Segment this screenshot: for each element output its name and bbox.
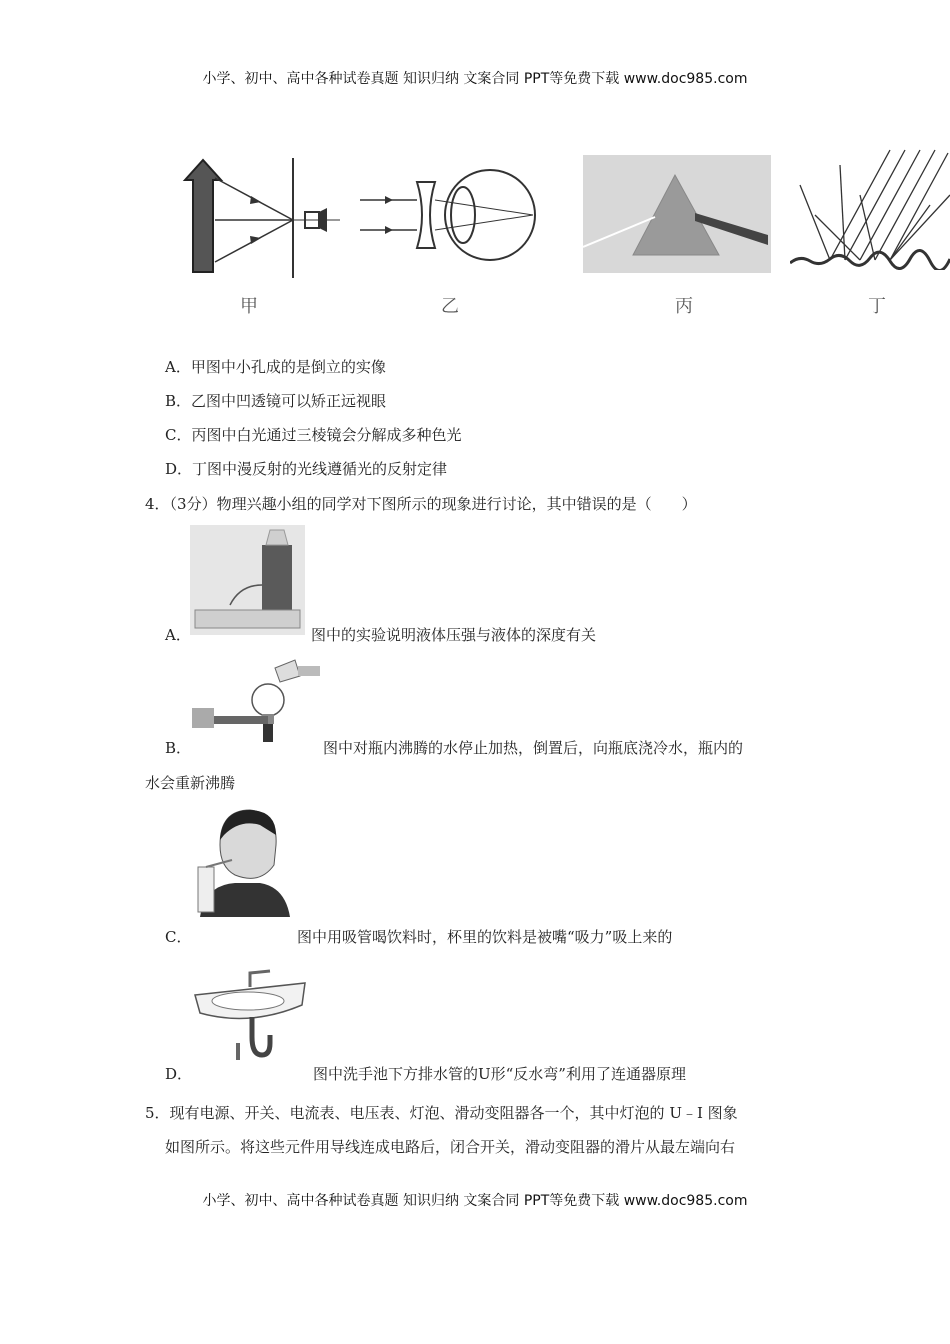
q4-b-flask-image [190, 658, 320, 743]
q3-option-b: B．乙图中凹透镜可以矫正远视眼 [165, 392, 387, 410]
page-footer: 小学、初中、高中各种试卷真题 知识归纳 文案合同 PPT等免费下载 www.doc985.com [202, 1193, 748, 1209]
figure-yi-eye-lens [355, 160, 555, 270]
q5-line-1: 5．现有电源、开关、电流表、电压表、灯泡、滑动变阻器各一个，其中灯泡的 U﹣I 图象 [145, 1104, 738, 1122]
figure-jia-caption: 甲 [240, 296, 258, 317]
q4-d-sink-image [190, 965, 310, 1065]
q3-option-c: C．丙图中白光通过三棱镜会分解成多种色光 [165, 426, 462, 444]
figure-ding-caption: 丁 [868, 296, 886, 317]
q4-c-label: C． [165, 928, 192, 946]
page-header: 小学、初中、高中各种试卷真题 知识归纳 文案合同 PPT等免费下载 www.doc985.com [202, 71, 748, 87]
figure-ding-diffuse-reflection [790, 145, 950, 270]
q4-a-bottle-image [190, 525, 305, 635]
q4-d-label: D． [165, 1065, 193, 1083]
figure-yi-caption: 乙 [441, 296, 459, 317]
q4-a-text: 图中的实验说明液体压强与液体的深度有关 [311, 626, 597, 644]
q4-stem: 4．（3分）物理兴趣小组的同学对下图所示的现象进行讨论，其中错误的是（ ） [145, 495, 697, 513]
figure-jia-pinhole [165, 150, 345, 280]
q4-b-label: B． [165, 739, 192, 757]
q4-a-label: A． [165, 626, 191, 644]
figure-bing-prism [583, 155, 771, 273]
q4-d-text: 图中洗手池下方排水管的U形“反水弯”利用了连通器原理 [313, 1065, 686, 1083]
q5-line-2: 如图所示。将这些元件用导线连成电路后，闭合开关，滑动变阻器的滑片从最左端向右 [165, 1138, 736, 1156]
q4-b-text-continued: 水会重新沸腾 [145, 774, 236, 792]
q4-c-text: 图中用吸管喝饮料时，杯里的饮料是被嘴“吸力”吸上来的 [297, 928, 673, 946]
q4-b-text: 图中对瓶内沸腾的水停止加热，倒置后，向瓶底浇冷水，瓶内的 [323, 739, 744, 757]
q4-c-boy-drinking-image [190, 805, 292, 917]
q3-option-d: D．丁图中漫反射的光线遵循光的反射定律 [165, 460, 448, 478]
q3-option-a: A．甲图中小孔成的是倒立的实像 [165, 358, 386, 376]
figure-bing-caption: 丙 [675, 296, 693, 317]
